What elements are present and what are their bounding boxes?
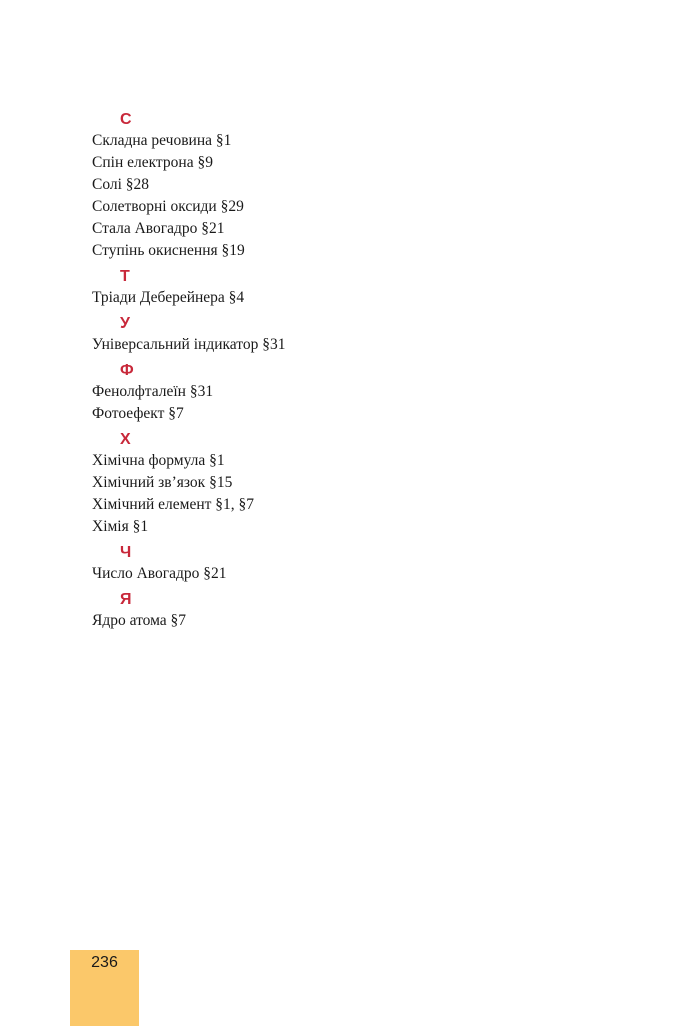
index-entry: Універсальний індикатор §31 [92, 336, 286, 353]
section-letter: Т [120, 268, 130, 285]
section-letter: Х [120, 431, 131, 448]
index-section-kh [92, 430, 612, 538]
index-section-ch [92, 543, 612, 585]
index-entry: Хімічний елемент §1, §7 [92, 496, 255, 513]
index-entry: Тріади Деберейнера §4 [92, 289, 245, 306]
section-letter: У [120, 315, 130, 332]
index-section-f [92, 361, 612, 425]
index-entry: Ядро атома §7 [92, 612, 187, 629]
section-letter: Ч [120, 544, 132, 561]
index-entry: Солі §28 [92, 176, 150, 193]
index-section-s [92, 110, 612, 262]
index-entry: Число Авогадро §21 [92, 565, 227, 582]
index-entry: Спін електрона §9 [92, 154, 213, 171]
section-letter: С [120, 111, 132, 128]
index-entry: Хімія §1 [92, 518, 149, 535]
section-letter: Ф [120, 362, 134, 379]
index-entry: Складна речовина §1 [92, 132, 232, 149]
index-entry: Хімічна формула §1 [92, 452, 225, 469]
page-number: 236 [91, 954, 118, 971]
index-section-u [92, 314, 612, 356]
index-section-ya [92, 590, 612, 632]
index-section-t [92, 267, 612, 309]
index-entry: Ступінь окиснення §19 [92, 242, 245, 259]
page-number-tab [70, 950, 139, 1026]
index-entry: Солетворні оксиди §29 [92, 198, 244, 215]
section-letter: Я [120, 591, 132, 608]
index-entry: Фенолфталеїн §31 [92, 383, 214, 400]
index-entry: Фотоефект §7 [92, 405, 184, 422]
index-entry: Стала Авогадро §21 [92, 220, 225, 237]
index-entry: Хімічний зв’язок §15 [92, 474, 233, 491]
subject-index [92, 110, 612, 637]
